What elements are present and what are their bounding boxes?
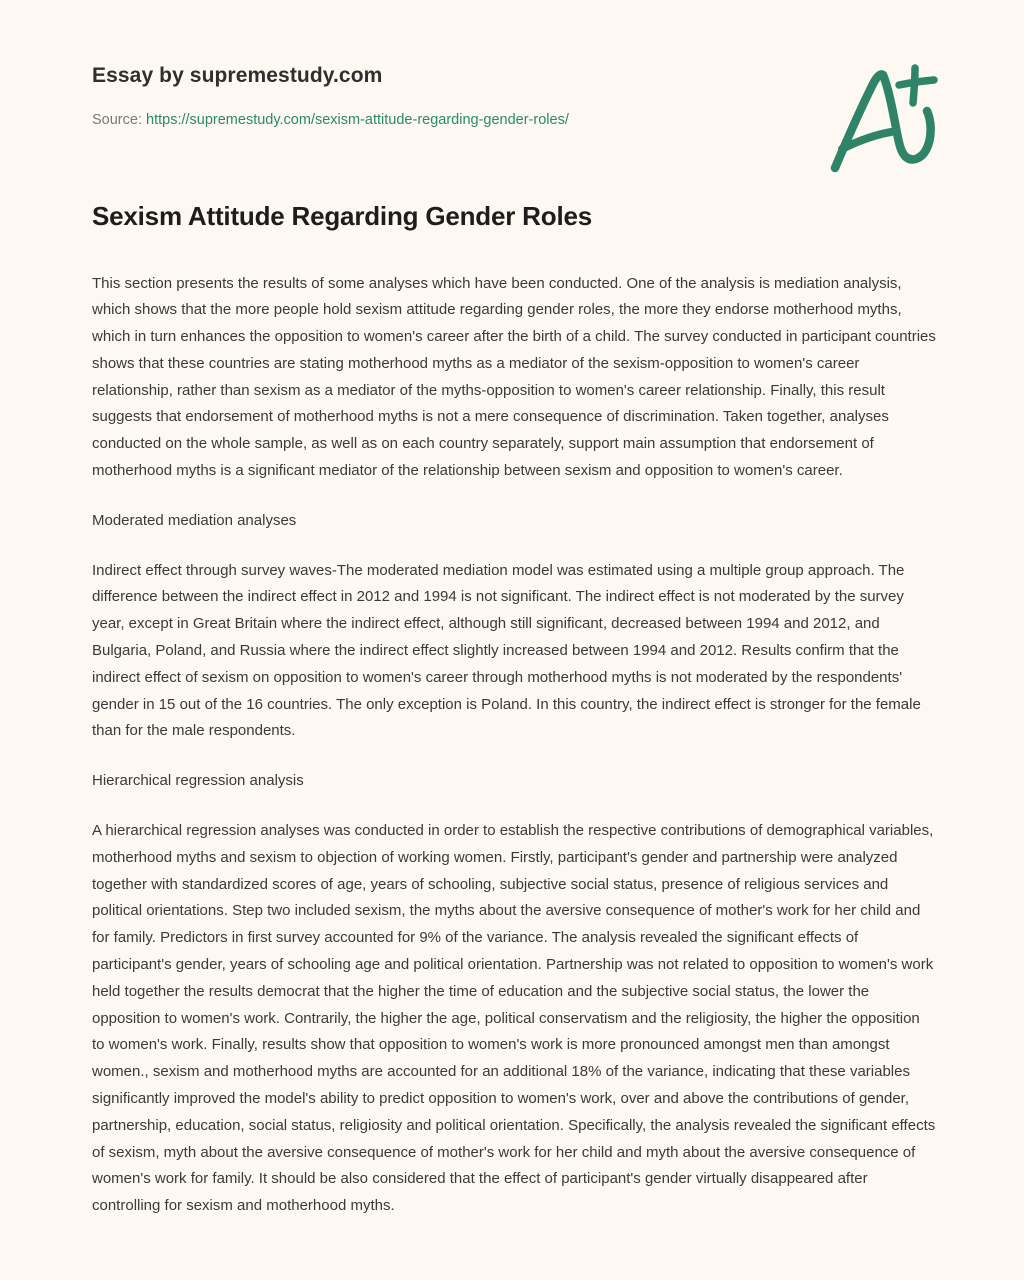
source-label: Source: (92, 112, 142, 129)
paragraph-moderated-mediation: Indirect effect through survey waves-The moderated mediation model was estimated using a multiple group approach. The difference between the indirect effect in 2012 and 1994 is not significant. The indirect effect is not moderated by the survey year, except in Great Britain where the indirect effect, although still significant, decreased between 1994 and 2012, and Bulgaria, Poland, and Russia where the indirect effect slightly increased between 1994 and 2012. Results confirm that the indirect effect of sexism on opposition to women's career through motherhood myths is not moderated by the respondents' gender in 15 out of the 16 countries. The only exception is Poland. In this country, the indirect effect is stronger for the female than for the male respondents. (92, 561, 921, 740)
brand-title: Essay by supremestudy.com (92, 64, 383, 87)
paragraph-hierarchical-regression: A hierarchical regression analyses was conducted in order to establish the respective contributions of demographical variables, motherhood myths and sexism to objection of working women. Firstly, participant's gender and partnership were analyzed together with standardized scores of age, years of schooling, subjective social status, presence of religious services and political orientations. Step two included sexism, the myths about the aversive consequence of mother's work for her child and for family. Predictors in first survey accounted for 9% of the variance. The analysis revealed the significant effects of participant's gender, years of schooling age and political orientation. Partnership was not related to opposition to women's work held together the results democrat that the higher the time of education and the subjective social status, the lower the opposition to women's work. Contrarily, the higher the age, political conservatism and the religiosity, the higher the opposition to women's work. Finally, results show that opposition to women's work is more pronounced amongst men than amongst women., sexism and motherhood myths are accounted for an additional 18% of the variance, indicating that these variables significantly improved the model's ability to predict opposition to women's work, over and above the contributions of gender, partnership, education, social status, religiosity and political orientation. Specifically, the analysis revealed the significant effects of sexism, myth about the aversive consequence of mother's work for her child and myth about the aversive consequence of women's work for family. It should be also considered that the effect of participant's gender virtually disappeared after controlling for sexism and motherhood myths. (92, 822, 936, 1215)
paragraph-intro: This section presents the results of some analyses which have been conducted. One of the analysis is mediation analysis, which shows that the more people hold sexism attitude regarding gender roles, the more they endorse motherhood myths, which in turn enhances the opposition to women's career after the birth of a child. The survey conducted in participant countries shows that these countries are stating motherhood myths as a mediator of the sexism-opposition to women's career relationship, rather than sexism as a mediator of the myths-opposition to women's career relationship. Finally, this result suggests that endorsement of motherhood myths is not a mere consequence of discrimination. Taken together, analyses conducted on the whole sample, as well as on each country separately, support main assumption that endorsement of motherhood myths is a significant mediator of the relationship between sexism and opposition to women's career. (92, 274, 936, 480)
page-header (0, 0, 1024, 200)
source-line (92, 110, 936, 130)
article-body (0, 200, 1024, 1280)
section-heading-moderated-mediation: Moderated mediation analyses (92, 511, 297, 529)
aplus-logo-icon (822, 56, 952, 181)
section-heading-hierarchical-regression: Hierarchical regression analysis (92, 772, 304, 790)
source-url-link[interactable]: https://supremestudy.com/sexism-attitude-regarding-gender-roles/ (146, 112, 569, 129)
page-title: Sexism Attitude Regarding Gender Roles (92, 201, 592, 231)
